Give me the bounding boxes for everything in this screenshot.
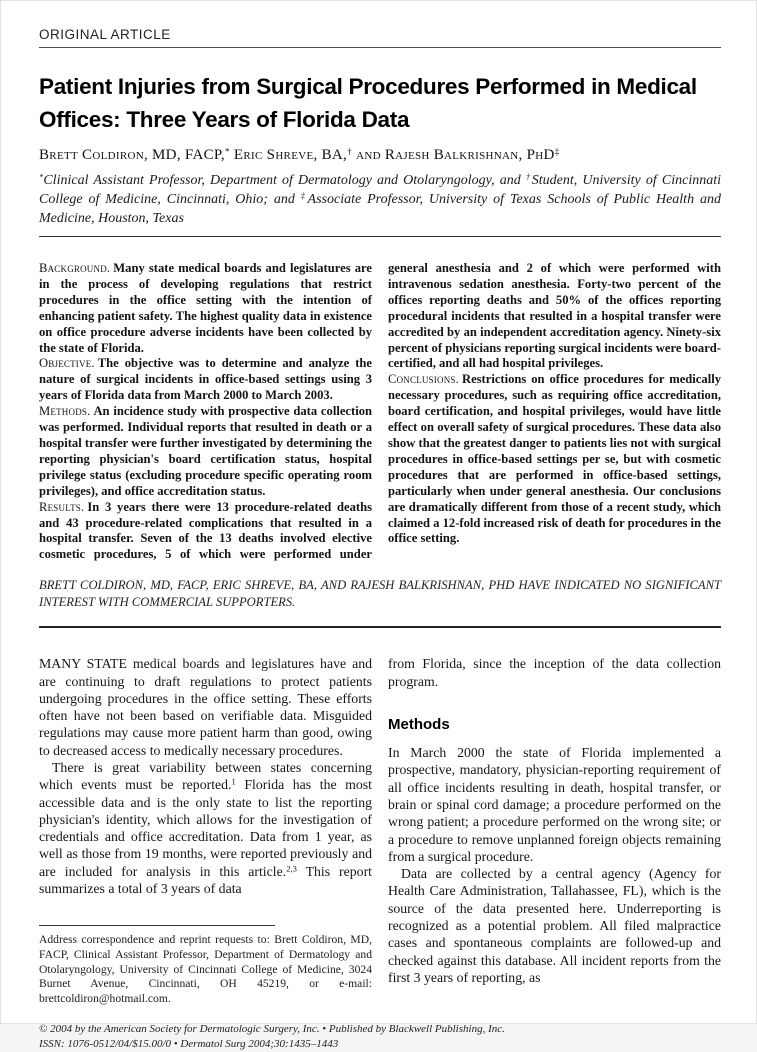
affiliations-divider bbox=[39, 236, 721, 237]
abstract-body-divider bbox=[39, 626, 721, 628]
abstract-section-label: Background. bbox=[39, 261, 111, 275]
author-affiliation-marker: * bbox=[224, 147, 230, 158]
correspondence-text: Address correspondence and reprint requests to: Brett Coldiron, MD, FACP, Clinical Assistant Professor, Department of Dermatology and Otolaryngology, University of Cincinnati College of Medicine, 3024 Burnet Avenue, Cincinnati, OH 45219, or e-mail: brettcoldiron@hotmail.com. bbox=[39, 932, 372, 1006]
abstract-section-text: Restrictions on office procedures for medically necessary procedures, such as requiring office accreditation, board certification, and hospital privileges, would have little effect on overall safety of surgical procedures. These data also show that the greatest danger to patients lies not with surgical procedures in office-based settings per se, but with cosmetic procedures that are performed in office-based settings, particularly when under general anesthesia. Our conclusions are dramatically different from those of a recent study, which claimed a 12-fold increased risk of death for procedures in the office setting. bbox=[388, 372, 721, 546]
page-footer bbox=[39, 1022, 721, 1052]
abstract-section-text: In 3 years there were 13 procedure-related deaths and 43 procedure-related complications that resulted in a hospital transfer. Seven of the 13 deaths involved elective cosmetic procedures, 5 of which were performed under general anesthesia and 2 of which were performed with intravenous sedation anesthesia. Forty-two percent of the offices reporting deaths and 50% of the offices reporting procedural incidents that resulted in a hospital transfer were accredited by an independent accreditation agency. Ninety-six percent of physicians reporting surgical incidents were board-certified, and all had hospital privileges. bbox=[39, 261, 721, 562]
paragraph-text: Florida has the most accessible data and is the only state to list the reporting physician's identity, which allows for the investigation of credentials and office accreditation. Data from 1 year, as well as those from 19 months, were reported previously and are included for analysis in this article. bbox=[39, 777, 373, 879]
author-name: Eric Shreve, BA, bbox=[229, 147, 348, 163]
article-body bbox=[39, 655, 721, 1007]
author-affiliation-marker: ‡ bbox=[554, 147, 560, 158]
reference-marker: 2,3 bbox=[286, 863, 297, 874]
copyright-line: © 2004 by the American Society for Dermatologic Surgery, Inc. • Published by Blackwell Publishing, Inc. bbox=[39, 1023, 505, 1036]
abstract-section-label: Objective. bbox=[39, 356, 95, 371]
body-paragraph bbox=[39, 759, 372, 897]
abstract-section-label: Results. bbox=[39, 499, 85, 514]
correspondence-footnote bbox=[39, 925, 372, 1008]
abstract-section-background bbox=[39, 261, 372, 356]
author-name: Brett Coldiron, MD, FACP, bbox=[39, 147, 225, 163]
footnote-divider bbox=[39, 925, 275, 926]
affiliation-marker: * bbox=[39, 171, 44, 182]
body-paragraph: from Florida, since the inception of the data collection program. bbox=[388, 656, 721, 689]
abstract-section-objective bbox=[39, 356, 372, 404]
abstract-section-label: Conclusions. bbox=[388, 372, 459, 387]
body-paragraph: Data are collected by a central agency (Agency for Health Care Administration, Tallahassee, FL), which is the source of the data presented here. Underreporting is recognized as a potential problem. All filed malpractice cases and spontaneous complaints are followed-up and checked against this database. All incident reports from the first 3 years of reporting, as bbox=[388, 866, 721, 985]
article-type-label: ORIGINAL ARTICLE bbox=[39, 27, 171, 42]
author-affiliation-marker: † bbox=[347, 147, 353, 158]
abstract bbox=[39, 261, 721, 563]
abstract-section-text: The objective was to determine and analyze the nature of surgical incidents in office-based settings using 3 years of Florida data from March 2000 to March 2003. bbox=[39, 356, 372, 403]
body-paragraph: MANY STATE medical boards and legislatures have and are continuing to draft regulations to protect patients undergoing procedures in the office setting. These efforts often have not been based on verifiable data. Misguided regulations may cause more patient harm than good, owing to decreased access to medically necessary procedures. bbox=[39, 656, 372, 758]
paragraph-text: This report summarizes a total of 3 years of data bbox=[39, 863, 372, 897]
abstract-section-text: Many state medical boards and legislatures are in the process of developing regulations that restrict procedures in the office setting with the intention of enhancing patient safety. The highest quality data in existence on office procedure adverse incidents have been collected by the state of Florida. bbox=[39, 261, 372, 355]
abstract-section-conclusions bbox=[388, 372, 721, 547]
body-right-column bbox=[388, 655, 721, 1007]
affiliations bbox=[39, 171, 721, 228]
affiliation-text: Student, University of Cincinnati College of Medicine, Cincinnati, Ohio; and bbox=[39, 173, 721, 207]
header-divider bbox=[39, 47, 721, 48]
body-left-column bbox=[39, 655, 372, 1007]
affiliation-text: Clinical Assistant Professor, Department of Dermatology and Otolaryngology, and bbox=[43, 173, 526, 188]
author-name: and Rajesh Balkrishnan, PhD bbox=[352, 147, 555, 163]
affiliation-marker: ‡ bbox=[300, 190, 308, 201]
abstract-section-methods bbox=[39, 404, 372, 499]
affiliation-text: Associate Professor, University of Texas Schools of Public Health and Medicine, Houston, Texas bbox=[39, 192, 721, 226]
issn-citation-line: ISSN: 1076-0512/04/$15.00/0 • Dermatol Surg 2004;30:1435–1443 bbox=[39, 1038, 339, 1051]
abstract-section-text: An incidence study with prospective data collection was performed. Individual reports that resulted in death or a hospital transfer were further investigated by determining the reporting physician's board certification status, hospital privilege status (excluding procedure specific operating room privileges), and office accreditation status. bbox=[39, 404, 372, 498]
paragraph-text: There is great variability between states concerning which events must be reported. bbox=[39, 760, 372, 793]
affiliation-marker: † bbox=[525, 171, 532, 182]
reference-marker: 1 bbox=[231, 777, 236, 788]
authors-line bbox=[39, 147, 721, 164]
section-heading-methods: Methods bbox=[388, 715, 450, 733]
article-title: Patient Injuries from Surgical Procedures Performed in Medical Offices: Three Years of Florida Data bbox=[39, 74, 697, 132]
body-paragraph: In March 2000 the state of Florida implemented a prospective, mandatory, physician-reporting requirement of all office incidents resulting in death, hospital transfer, or brain or spinal cord damage; a procedure performed on the wrong patient; a procedure performed on the wrong site; or a procedure to remove unplanned foreign objects remaining from a surgical procedure. bbox=[388, 745, 721, 864]
disclosure-statement: BRETT COLDIRON, MD, FACP, ERIC SHREVE, BA, AND RAJESH BALKRISHNAN, PHD HAVE INDICATED NO SIGNIFICANT INTEREST WITH COMMERCIAL SUPPORTERS. bbox=[39, 578, 721, 609]
abstract-section-label: Methods. bbox=[39, 404, 91, 419]
